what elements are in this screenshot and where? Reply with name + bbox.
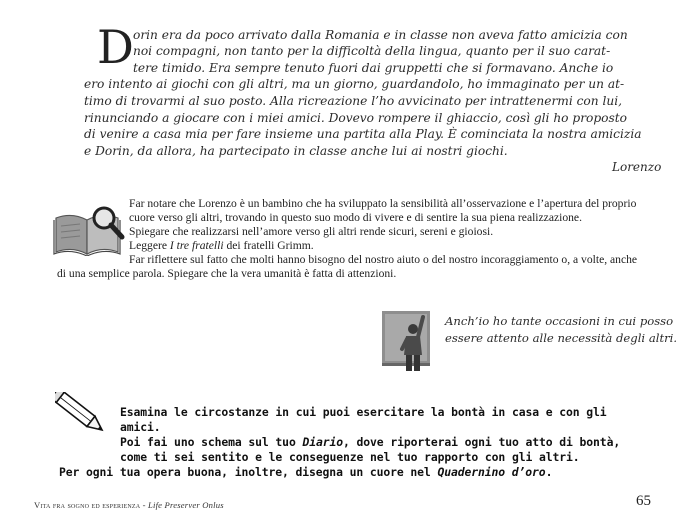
book-title: I tre fratelli (169, 239, 224, 252)
note-read-prefix: Leggere (129, 239, 170, 252)
task-line: amici. (120, 420, 161, 434)
note-line: di una semplice parola. Spiegare che la vera umanità è fatta di attenzioni. (57, 267, 397, 280)
reflection-line: essere attento alle necessità degli altri. (445, 331, 678, 345)
book-magnifier-icon (52, 204, 126, 256)
footer-separator: - (140, 500, 149, 510)
footer-publisher: Life Preserver Onlus (148, 500, 224, 510)
golden-notebook-label: Quadernino d’oro (437, 465, 546, 479)
story-line: rinunciando a giocare con i miei amici. Dovevo rompere il ghiaccio, così gli ho proposto (84, 111, 627, 125)
note-line: Far riflettere sul fatto che molti hanno bisogno del nostro aiuto o del nostro incoraggiamento o, a volte, anche (129, 253, 638, 266)
note-line: cuore verso gli altri, trovando in questo suo modo di vivere e di sentire la sua piena realizzazione. (129, 211, 582, 224)
story-line: orin era da poco arrivato dalla Romania e in classe non aveva fatto amicizia con (133, 28, 628, 42)
task-notebook-suffix: . (545, 465, 553, 479)
story-line: e Dorin, da allora, ha partecipato in classe anche lui ai nostri giochi. (84, 144, 508, 158)
child-raising-hand-icon (382, 311, 430, 371)
story-line: noi compagni, non tanto per la difficoltà della lingua, quanto per il suo carat- (133, 44, 611, 58)
story-author: Lorenzo (612, 160, 662, 174)
footer-book-title: Vita fra sogno ed esperienza (34, 500, 141, 510)
task-diary-suffix: , dove riporterai ogni tuo atto di bontà, (343, 435, 621, 449)
footer-publication (34, 500, 224, 510)
task-line-notebook (59, 465, 552, 480)
story-line: timo di trovarmi al suo posto. Alla ricreazione l’ho avvicinato per intrattenermi con lui, (84, 94, 622, 108)
task-line: Esamina le circostanze in cui puoi esercitare la bontà in casa e con gli (120, 405, 607, 419)
story-drop-cap: D (97, 20, 134, 74)
pencil-icon (55, 392, 109, 438)
story-line: ero intento ai giochi con gli altri, ma un giorno, guardandolo, ho immaginato per un at- (84, 77, 625, 91)
note-line: Spiegare che realizzarsi nell’amore verso gli altri rende sicuri, sereni e gioiosi. (129, 225, 494, 238)
reflection-line: Anch’io ho tante occasioni in cui posso (445, 314, 674, 328)
page-number: 65 (636, 493, 651, 509)
task-line-diary (120, 435, 620, 450)
note-line-reading (129, 239, 314, 254)
task-notebook-prefix: Per ogni tua opera buona, inoltre, disegna un cuore nel (59, 465, 438, 479)
note-line: Far notare che Lorenzo è un bambino che ha sviluppato la sensibilità all’osservazione e l’apertura del proprio (129, 197, 637, 210)
task-line: come ti sei sentito e le conseguenze nel tuo rapporto con gli altri. (120, 450, 580, 464)
diary-label: Diario (302, 435, 344, 449)
story-line: di venire a casa mia per fare insieme una partita alla Play. È cominciata la nostra amicizia (84, 127, 642, 141)
task-diary-prefix: Poi fai uno schema sul tuo (120, 435, 303, 449)
story-line: tere timido. Era sempre tenuto fuori dai gruppetti che si formavano. Anche io (133, 61, 614, 75)
note-read-suffix: dei fratelli Grimm. (223, 239, 314, 252)
